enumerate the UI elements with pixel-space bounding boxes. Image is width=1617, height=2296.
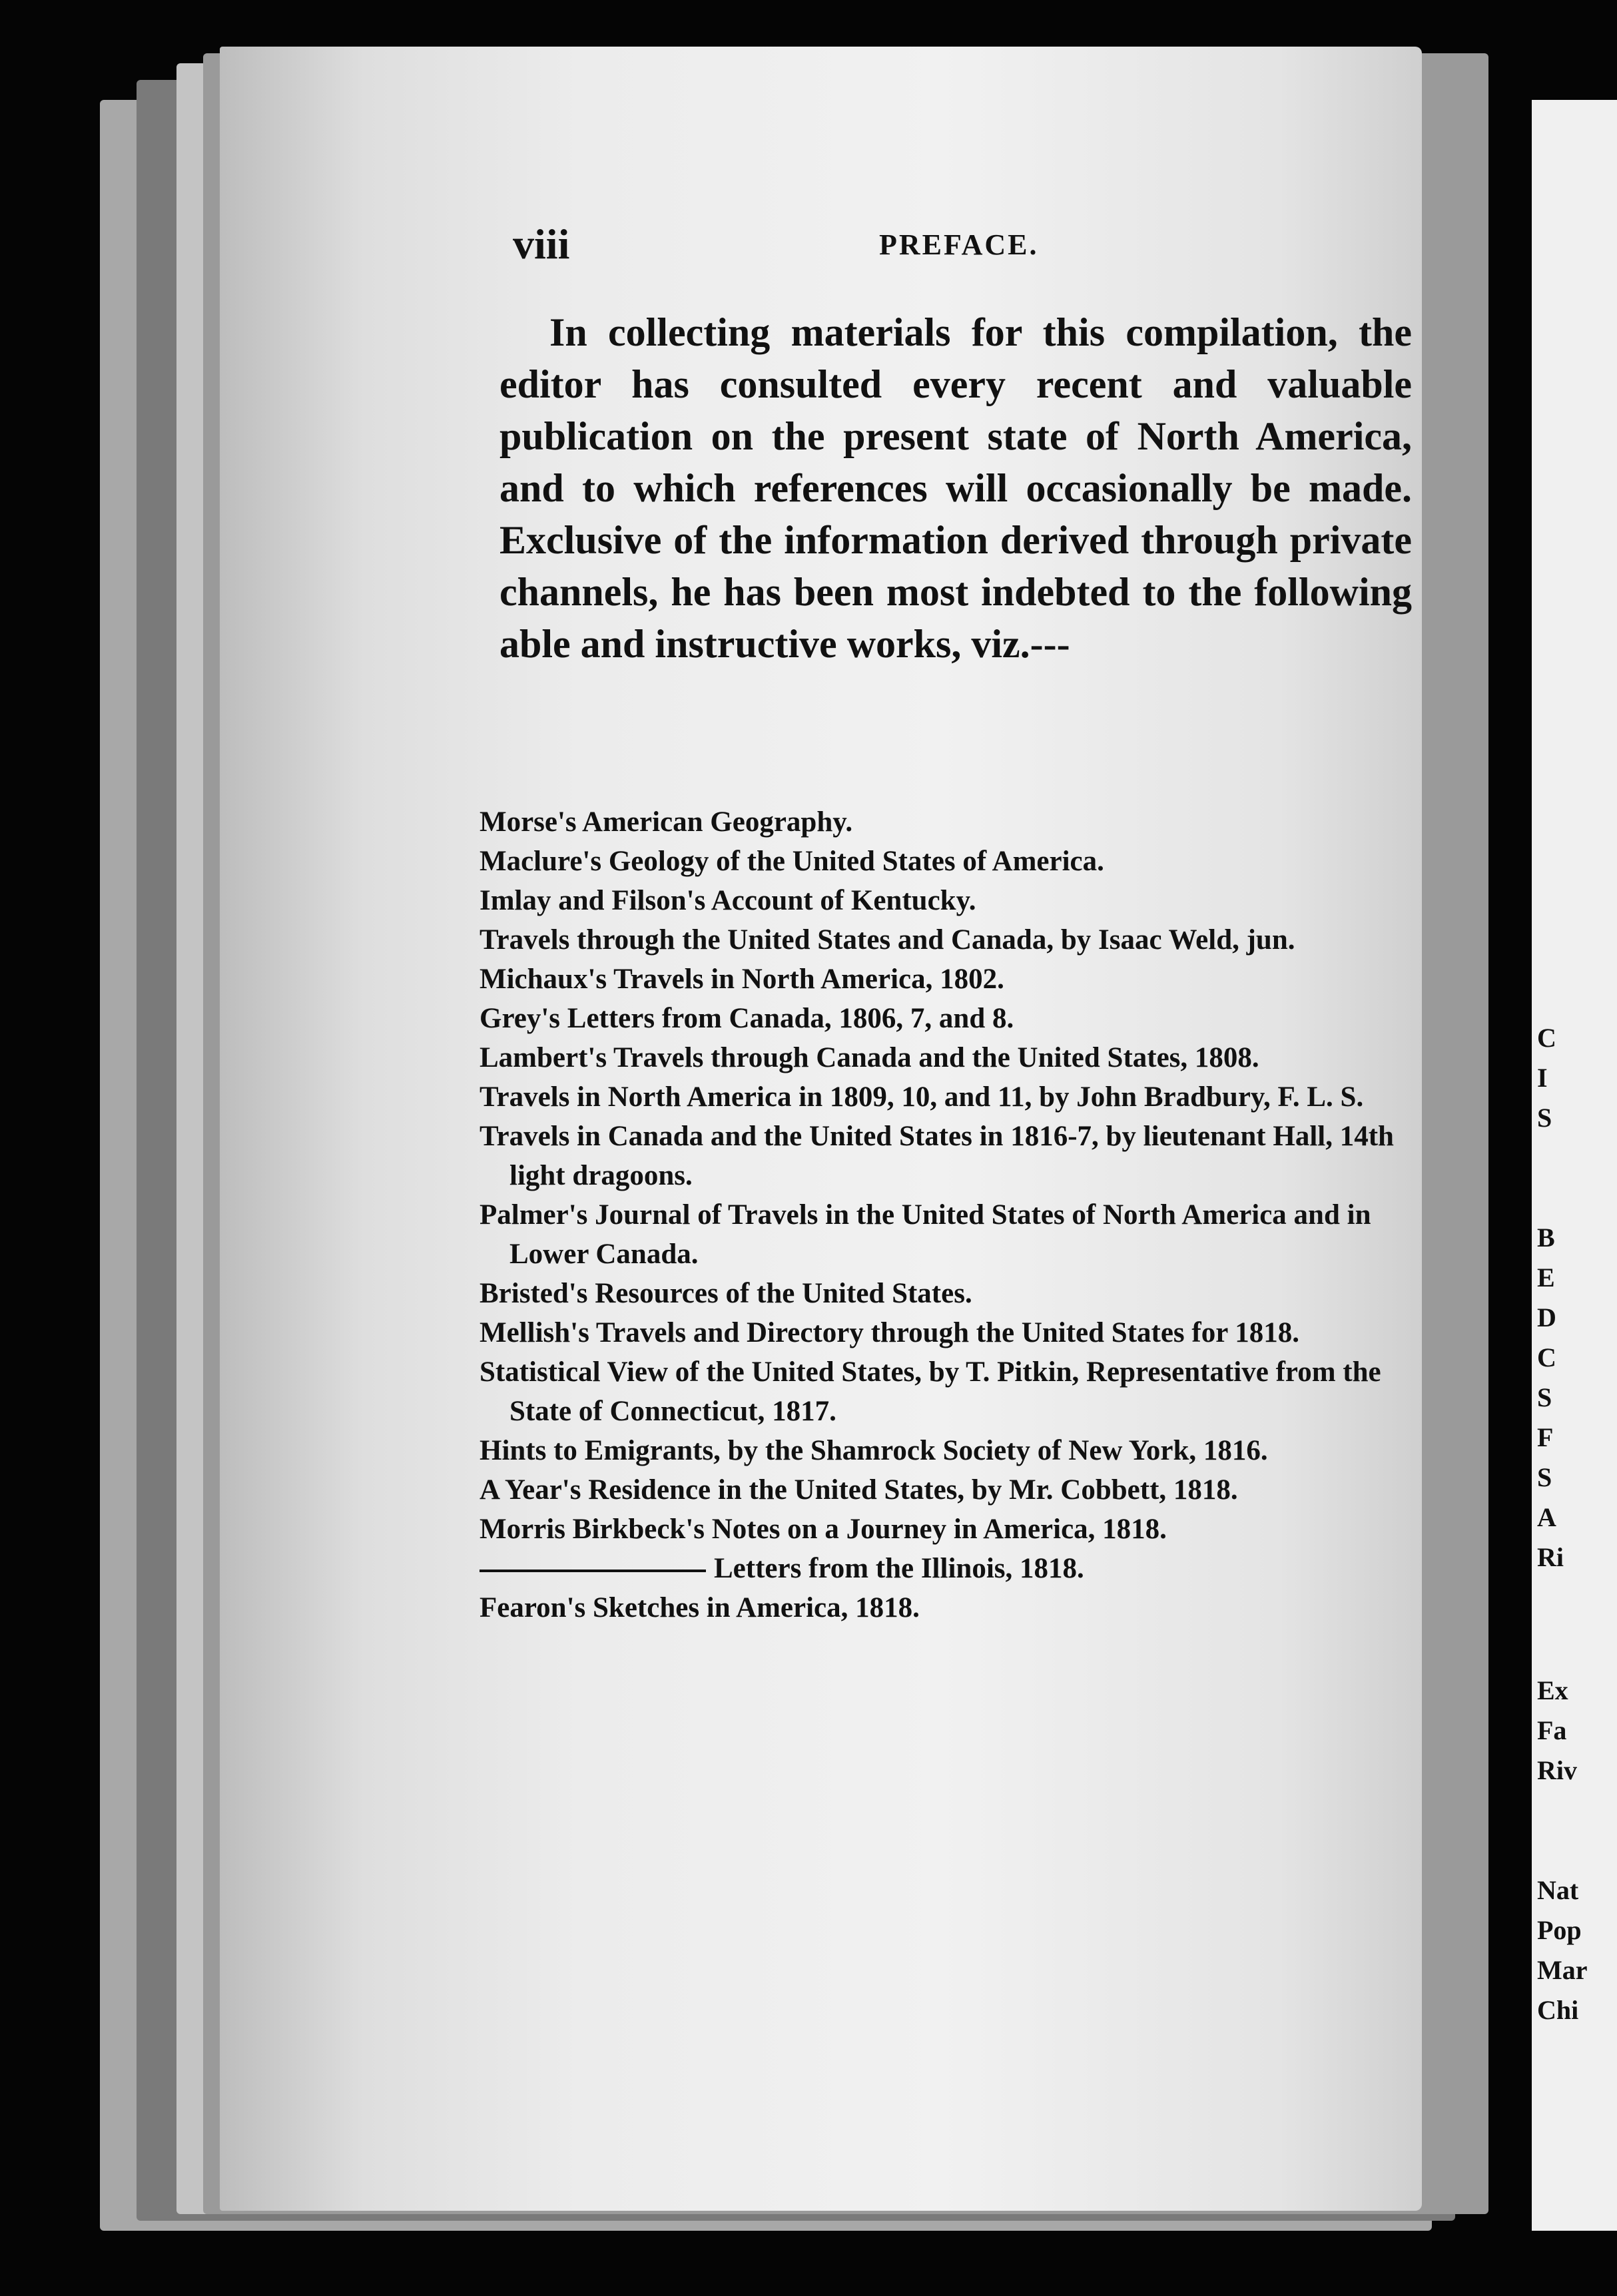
page-number: viii [513,220,570,268]
facing-fragment: Ex [1537,1675,1568,1705]
facing-fragment: Pop [1537,1915,1582,1945]
list-item: Morris Birkbeck's Notes on a Journey in America, 1818. [480,1514,1167,1545]
list-item: Palmer's Journal of Travels in the United States of North America and in Lower Canada. [480,1199,1371,1270]
facing-fragment: A [1537,1502,1556,1532]
list-item: Travels in North America in 1809, 10, and 11, by John Bradbury, F. L. S. [480,1081,1364,1113]
list-item: Maclure's Geology of the United States of America. [480,846,1104,877]
facing-fragment: Nat [1537,1875,1579,1905]
list-item: Imlay and Filson's Account of Kentucky. [480,885,976,916]
list-item: A Year's Residence in the United States, by Mr. Cobbett, 1818. [480,1474,1238,1506]
facing-fragment: F [1537,1422,1554,1452]
facing-fragment: S [1537,1103,1552,1133]
list-item: Grey's Letters from Canada, 1806, 7, and 8. [480,1003,1014,1034]
facing-fragment: Ri [1537,1542,1564,1572]
list-item-text: Letters from the Illinois, 1818. [714,1553,1084,1584]
facing-fragment: E [1537,1263,1555,1292]
intro-paragraph: In collecting materials for this compilation, the editor has consulted every recent and valuable publication on the present state of North America, and to which references will occasionally be made. Exclusive of the information derived through private channels, he has been most indebted to the following able and instructive works, viz.--- [499,310,1412,666]
facing-fragment: C [1537,1023,1556,1053]
facing-fragment: Chi [1537,1995,1579,2025]
ditto-rule [480,1570,706,1572]
facing-fragment: Riv [1537,1755,1577,1785]
page-title: PREFACE. [879,228,1039,261]
facing-page [1532,100,1617,2231]
list-item: Travels through the United States and Canada, by Isaac Weld, jun. [480,924,1295,956]
list-item: Morse's American Geography. [480,806,853,838]
list-item: Travels in Canada and the United States in 1816-7, by lieutenant Hall, 14th light dragoons. [480,1121,1394,1191]
list-item: Fearon's Sketches in America, 1818. [480,1592,920,1623]
facing-fragment: I [1537,1063,1548,1093]
list-item: Michaux's Travels in North America, 1802. [480,964,1004,995]
list-item: Hints to Emigrants, by the Shamrock Society of New York, 1816. [480,1435,1268,1466]
works-list [480,802,1405,1627]
facing-fragment: S [1537,1462,1552,1492]
list-item: Bristed's Resources of the United States. [480,1278,972,1309]
facing-fragment: Fa [1537,1715,1567,1745]
facing-fragment: B [1537,1223,1555,1253]
facing-fragment: D [1537,1302,1556,1332]
facing-fragment: Mar [1537,1955,1588,1985]
list-item: Mellish's Travels and Directory through the United States for 1818. [480,1317,1300,1348]
list-item-dash [480,1549,1405,1588]
facing-fragment: S [1537,1382,1552,1412]
list-item: Lambert's Travels through Canada and the United States, 1808. [480,1042,1259,1073]
facing-fragment: C [1537,1342,1556,1372]
list-item: Statistical View of the United States, by T. Pitkin, Representative from the State of Connecticut, 1817. [480,1356,1381,1427]
